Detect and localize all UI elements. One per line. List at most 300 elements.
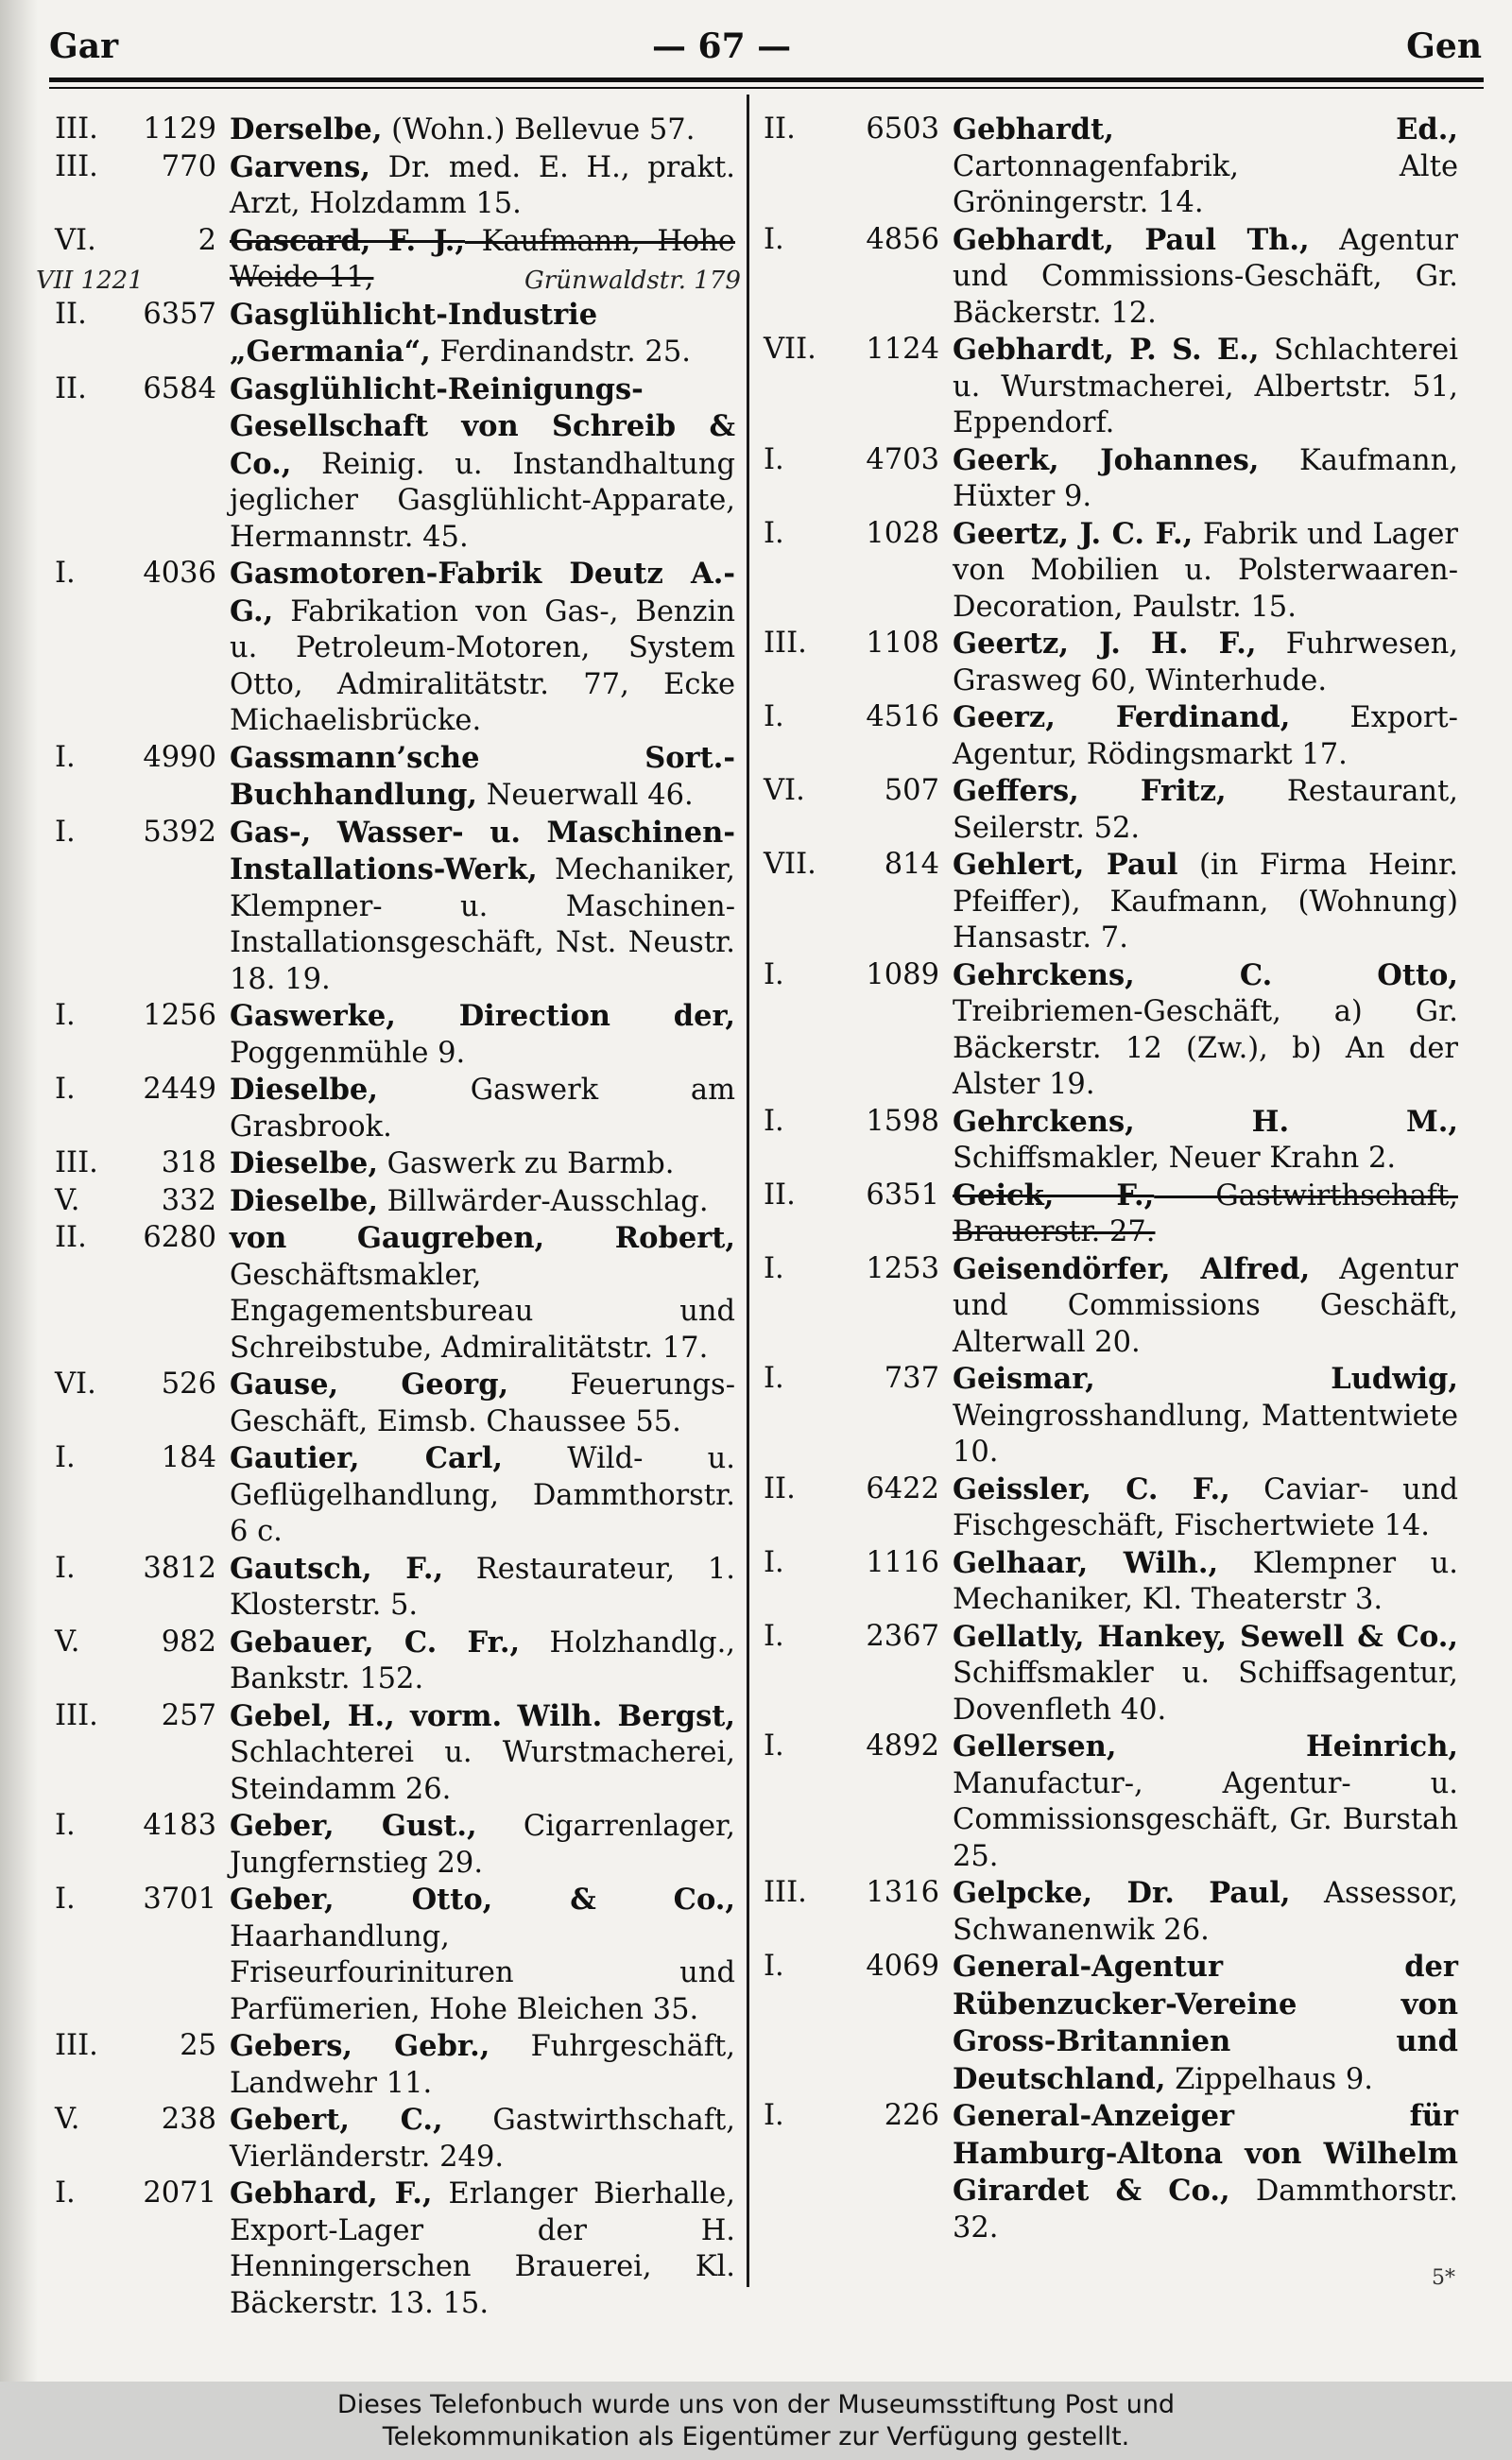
line-number: 507 <box>884 774 939 807</box>
line-number: 814 <box>884 848 939 881</box>
exchange-zone: VII. <box>764 333 816 366</box>
subscriber-name: Geerk, Johannes, <box>953 442 1260 477</box>
line-number: 1256 <box>143 999 216 1032</box>
phone-number <box>764 112 953 222</box>
header-right-keyword: Gen <box>1406 26 1482 66</box>
header-rule <box>49 77 1484 82</box>
subscriber-details: Ferdinandstr. 25. <box>430 335 691 369</box>
entry-text <box>953 957 1458 1104</box>
phone-number <box>764 699 953 773</box>
phone-number <box>764 773 953 847</box>
subscriber-details: Export-Agentur, Rödingsmarkt 17. <box>953 701 1458 771</box>
line-number: 1253 <box>866 1251 939 1285</box>
exchange-zone: III. <box>55 1146 98 1179</box>
phone-number <box>55 2176 230 2322</box>
line-number: 6584 <box>143 371 216 405</box>
entry-text <box>230 1220 735 1367</box>
subscriber-name: Gebel, H., vorm. Wilh. Bergst, <box>230 1698 735 1733</box>
line-number: 6503 <box>866 112 939 146</box>
entry-text <box>953 847 1458 957</box>
entry-text <box>230 1551 735 1625</box>
line-number: 4856 <box>866 222 939 256</box>
subscriber-details: Holzhandlg., Bankstr. 152. <box>230 1626 735 1695</box>
directory-entry <box>55 371 735 557</box>
subscriber-name: Geertz, J. H. F., <box>953 627 1257 661</box>
phone-number <box>55 1625 230 1698</box>
subscriber-name: Geber, Otto, & Co., <box>230 1883 735 1917</box>
line-number: 25 <box>180 2029 216 2062</box>
entry-text <box>953 1729 1458 1875</box>
subscriber-details: Fuhrgeschäft, Landwehr 11. <box>230 2030 735 2100</box>
subscriber-name: Gebhardt, Ed., <box>953 112 1458 146</box>
entry-text <box>953 516 1458 627</box>
line-number: 1129 <box>143 112 216 146</box>
line-number: 770 <box>161 149 216 183</box>
subscriber-details: Schlachterei u. Wurstmacherei, Albertstr. 51, Eppendorf. <box>953 334 1458 439</box>
phone-number <box>55 1183 230 1221</box>
subscriber-name: Gause, Georg, <box>230 1368 509 1402</box>
directory-entry <box>55 1367 735 1440</box>
line-number: 5392 <box>143 815 216 849</box>
exchange-zone: III. <box>55 112 98 146</box>
subscriber-name: Gasglühlicht-Industrie „Germania“, <box>230 297 598 369</box>
line-number: 4036 <box>143 557 216 590</box>
phone-number <box>55 112 230 149</box>
exchange-zone: I. <box>764 2099 784 2132</box>
subscriber-details: Dr. med. E. H., prakt. Arzt, Holzdamm 15. <box>230 150 735 220</box>
line-number: 1116 <box>866 1545 939 1579</box>
directory-entry <box>55 556 735 740</box>
subscriber-details: (in Firma Heinr. Pfeiffer), Kaufmann, (Wohnung) Hansastr. 7. <box>953 849 1458 955</box>
phone-number <box>764 626 953 699</box>
entry-text <box>230 2102 735 2176</box>
subscriber-name: Gasglühlicht-Reinigungs-Gesellschaft von Schreib & Co., <box>230 371 735 481</box>
line-number: 4516 <box>866 700 939 733</box>
phone-number <box>55 1220 230 1367</box>
subscriber-name: Gellatly, Hankey, Sewell & Co., <box>953 1619 1458 1654</box>
line-number: 4183 <box>143 1809 216 1842</box>
subscriber-details: Klempner u. Mechaniker, Kl. Theaterstr 3. <box>953 1546 1458 1616</box>
subscriber-details: Kaufmann, Hüxter 9. <box>953 443 1458 513</box>
line-number: 2 <box>198 223 216 257</box>
line-number: 6422 <box>866 1471 939 1505</box>
phone-number <box>764 1545 953 1619</box>
exchange-zone: II. <box>55 1221 87 1254</box>
phone-number <box>764 1619 953 1729</box>
exchange-zone: VI. <box>55 1368 96 1401</box>
subscriber-name: Geismar, Ludwig, <box>953 1362 1458 1396</box>
directory-entry <box>55 1072 735 1145</box>
subscriber-details: (Wohn.) Bellevue 57. <box>382 113 696 146</box>
directory-entry <box>764 1545 1458 1619</box>
subscriber-details: Fuhrwesen, Grasweg 60, Winterhude. <box>953 628 1459 697</box>
subscriber-name: Geisendörfer, Alfred, <box>953 1251 1311 1286</box>
exchange-zone: I. <box>764 1362 784 1395</box>
phone-number <box>55 998 230 1072</box>
entry-text <box>953 1178 1458 1251</box>
entry-text <box>953 699 1458 773</box>
phone-number <box>764 2098 953 2246</box>
line-number: 1028 <box>866 516 939 550</box>
phone-number <box>764 1949 953 2098</box>
entry-text <box>953 1361 1458 1471</box>
phone-number <box>55 1367 230 1440</box>
entry-text <box>230 1698 735 1809</box>
entry-text <box>953 626 1458 699</box>
entry-text <box>953 773 1458 847</box>
line-number: 982 <box>161 1625 216 1659</box>
exchange-zone: II. <box>55 371 87 405</box>
subscriber-name: Geerz, Ferdinand, <box>953 700 1291 734</box>
subscriber-details: Wild- u. Geflügelhandlung, Dammthorstr. 6 c. <box>230 1442 735 1548</box>
subscriber-name: Gelhaar, Wilh., <box>953 1545 1219 1580</box>
subscriber-details: Assessor, Schwanenwik 26. <box>953 1877 1458 1947</box>
subscriber-details: Erlanger Bierhalle, Export-Lager der H. Henningerschen Brauerei, Kl. Bäckerstr. 13. 15. <box>230 2177 735 2320</box>
exchange-zone: I. <box>55 2176 76 2210</box>
exchange-zone: V. <box>55 1183 80 1217</box>
subscriber-details: Neuerwall 46. <box>477 779 694 812</box>
page-mark: 5* <box>1432 2266 1455 2290</box>
subscriber-details: Fabrik und Lager von Mobilien u. Polsterwaaren-Decoration, Paulstr. 15. <box>953 517 1458 624</box>
line-number: 3812 <box>143 1551 216 1585</box>
directory-entry <box>55 740 735 815</box>
directory-entry <box>55 2176 735 2322</box>
phone-number <box>55 1072 230 1145</box>
exchange-zone: I. <box>55 1551 76 1585</box>
entry-text <box>230 556 735 740</box>
exchange-zone: II. <box>55 297 87 331</box>
subscriber-details: Schiffsmakler u. Schiffsagentur, Dovenfleth 40. <box>953 1657 1458 1727</box>
line-number: 332 <box>161 1183 216 1217</box>
subscriber-details: Geschäftsmakler, Engagementsbureau und Schreibstube, Admiralitätstr. 17. <box>230 1258 735 1365</box>
exchange-zone: I. <box>764 1545 784 1579</box>
line-number: 4703 <box>866 442 939 476</box>
phone-number <box>764 1729 953 1875</box>
directory-entry <box>764 1104 1458 1178</box>
line-number: 4069 <box>866 1950 939 1983</box>
line-number: 238 <box>161 2103 216 2136</box>
subscriber-name: Gelpcke, Dr. Paul, <box>953 1876 1291 1910</box>
phone-number <box>764 847 953 957</box>
footer-line-1: Dieses Telefonbuch wurde uns von der Museumsstiftung Post und <box>336 2390 1176 2419</box>
subscriber-details: Cartonnagenfabrik, Alte Gröningerstr. 14. <box>953 149 1458 219</box>
handwritten-note-left: VII 1221 <box>36 267 144 295</box>
directory-entry <box>764 1361 1458 1471</box>
line-number: 1124 <box>866 333 939 366</box>
right-column <box>764 112 1458 2246</box>
phone-number <box>764 1104 953 1178</box>
exchange-zone: III. <box>55 2029 98 2062</box>
directory-entry <box>55 1440 735 1551</box>
subscriber-name: Gebhard, F., <box>230 2176 433 2211</box>
subscriber-name: Gebhardt, Paul Th., <box>953 222 1310 257</box>
entry-text <box>230 1183 735 1221</box>
directory-entry <box>764 626 1458 699</box>
subscriber-name: Gautier, Carl, <box>230 1441 504 1475</box>
phone-number <box>764 957 953 1104</box>
subscriber-details: Poggenmühle 9. <box>230 1036 466 1070</box>
subscriber-name: Gehrckens, C. Otto, <box>953 957 1458 992</box>
subscriber-details: Zippelhaus 9. <box>1165 2062 1373 2096</box>
subscriber-name: Dieselbe, <box>230 1073 378 1107</box>
footer <box>0 2382 1512 2460</box>
subscriber-name: Geffers, Fritz, <box>953 774 1227 808</box>
phone-number <box>764 222 953 333</box>
exchange-zone: I. <box>55 815 76 849</box>
entry-text <box>953 2098 1458 2246</box>
phone-number <box>55 371 230 557</box>
directory-entry <box>764 1875 1458 1949</box>
subscriber-name: Gas-, Wasser- u. Maschinen-Installations-Werk, <box>230 815 735 886</box>
exchange-zone: III. <box>764 1876 807 1909</box>
directory-entry <box>55 2028 735 2102</box>
entry-text <box>230 1440 735 1551</box>
phone-number <box>55 1808 230 1882</box>
phone-number <box>55 1440 230 1551</box>
line-number: 1598 <box>866 1104 939 1138</box>
subscriber-details: Manufactur-, Agentur- u. Commissionsgeschäft, Gr. Burstah 25. <box>953 1766 1458 1873</box>
exchange-zone: VII. <box>764 848 816 881</box>
subscriber-name: Dieselbe, <box>230 1146 378 1180</box>
directory-entry <box>764 442 1458 516</box>
phone-number <box>764 516 953 627</box>
left-column <box>55 112 735 2322</box>
subscriber-details: Agentur und Commissions-Geschäft, Gr. Bäckerstr. 12. <box>953 223 1458 330</box>
exchange-zone: III. <box>764 627 807 660</box>
exchange-zone: I. <box>764 700 784 733</box>
directory-entry <box>764 1619 1458 1729</box>
directory-entry <box>764 2098 1458 2246</box>
directory-entry <box>764 957 1458 1104</box>
phone-number <box>764 1471 953 1545</box>
exchange-zone: II. <box>764 112 796 146</box>
exchange-zone: III. <box>55 149 98 183</box>
subscriber-name: Gasmotoren-Fabrik Deutz A.-G., <box>230 557 735 628</box>
subscriber-details: Kaufmann, Hohe Weide 11, <box>230 224 735 294</box>
entry-text <box>230 149 735 223</box>
subscriber-details: Mechaniker, Klempner- u. Maschinen-Installationsgeschäft, Nst. Neustr. 18. 19. <box>230 853 735 996</box>
subscriber-details: Schlachterei u. Wurstmacherei, Steindamm 26. <box>230 1736 735 1806</box>
exchange-zone: I. <box>764 1950 784 1983</box>
line-number: 318 <box>161 1146 216 1179</box>
phone-number <box>764 1251 953 1362</box>
line-number: 6280 <box>143 1221 216 1254</box>
exchange-zone: I. <box>764 222 784 256</box>
entry-text <box>953 1949 1458 2098</box>
exchange-zone: I. <box>55 999 76 1032</box>
line-number: 257 <box>161 1698 216 1732</box>
directory-entry <box>764 1251 1458 1362</box>
line-number: 226 <box>884 2099 939 2132</box>
entry-text <box>230 740 735 815</box>
line-number: 526 <box>161 1368 216 1401</box>
exchange-zone: I. <box>764 957 784 991</box>
line-number: 4892 <box>866 1729 939 1763</box>
entry-text <box>230 1808 735 1882</box>
subscriber-name: Gautsch, F., <box>230 1551 444 1586</box>
line-number: 2449 <box>143 1073 216 1106</box>
subscriber-name: Dieselbe, <box>230 1183 378 1218</box>
directory-entry <box>764 847 1458 957</box>
subscriber-name: Geber, Gust., <box>230 1809 477 1843</box>
directory-entry <box>55 1145 735 1183</box>
directory-entry <box>764 222 1458 333</box>
entry-text <box>230 2028 735 2102</box>
directory-entry <box>55 998 735 1072</box>
subscriber-details: Caviar- und Fischgeschäft, Fischertwiete 14. <box>953 1472 1458 1542</box>
phone-number <box>764 1178 953 1251</box>
entry-text <box>230 998 735 1072</box>
subscriber-details: Treibriemen-Geschäft, a) Gr. Bäckerstr. 12 (Zw.), b) An der Alster 19. <box>953 995 1458 1101</box>
directory-entry <box>55 112 735 149</box>
entry-text <box>230 2176 735 2322</box>
exchange-zone: I. <box>55 1073 76 1106</box>
subscriber-details: Gaswerk zu Barmb. <box>377 1147 675 1180</box>
subscriber-name: Gebhardt, P. S. E., <box>953 333 1260 367</box>
subscriber-name: Gebers, Gebr., <box>230 2029 490 2063</box>
subscriber-details: Gastwirthschaft, Vierländerstr. 249. <box>230 2104 735 2174</box>
subscriber-name: General-Agentur der Rübenzucker-Vereine von Gross-Britannien und Deutschland, <box>953 1950 1458 2096</box>
entry-text <box>953 222 1458 333</box>
subscriber-details: Weingrosshandlung, Mattentwiete 10. <box>953 1399 1458 1469</box>
page-header <box>0 0 1512 74</box>
directory-entry <box>55 1183 735 1221</box>
entry-text <box>953 332 1458 442</box>
subscriber-name: Garvens, <box>230 149 370 184</box>
subscriber-details: Gastwirthschaft, Brauerstr. 27. <box>953 1178 1458 1248</box>
directory-entry <box>55 149 735 223</box>
subscriber-name: Gehlert, Paul <box>953 848 1178 882</box>
exchange-zone: I. <box>764 442 784 476</box>
phone-number <box>55 2028 230 2102</box>
line-number: 6357 <box>143 297 216 331</box>
phone-number <box>764 1875 953 1949</box>
exchange-zone: I. <box>764 1104 784 1138</box>
directory-entry <box>764 516 1458 627</box>
subscriber-name: Geertz, J. C. F., <box>953 516 1194 551</box>
subscriber-details: Agentur und Commissions Geschäft, Alterwall 20. <box>953 1252 1459 1359</box>
footer-line-2: Telekommunikation als Eigentümer zur Verfügung gestellt. <box>382 2422 1130 2451</box>
exchange-zone: I. <box>55 1883 76 1916</box>
exchange-zone: I. <box>764 1729 784 1763</box>
header-rule-thin <box>49 87 1484 89</box>
entry-text <box>953 442 1458 516</box>
entry-text <box>953 1875 1458 1949</box>
directory-entry <box>55 297 735 371</box>
directory-entry <box>764 773 1458 847</box>
subscriber-details: Gaswerk am Grasbrook. <box>230 1074 735 1144</box>
subscriber-details: Fabrikation von Gas-, Benzin u. Petroleum-Motoren, System Otto, Admiralitätstr. 77, Ecke Michaelisbrücke. <box>230 594 735 737</box>
line-number: 4990 <box>143 740 216 774</box>
exchange-zone: I. <box>55 740 76 774</box>
exchange-zone: I. <box>55 557 76 590</box>
exchange-zone: II. <box>764 1178 796 1212</box>
exchange-zone: I. <box>764 516 784 550</box>
exchange-zone: VI. <box>55 223 96 257</box>
phone-number <box>764 442 953 516</box>
subscriber-details: Restaurant, Seilerstr. 52. <box>953 775 1458 845</box>
phone-number <box>55 1698 230 1809</box>
line-number: 2071 <box>143 2176 216 2210</box>
subscriber-details: Feuerungs-Geschäft, Eimsb. Chaussee 55. <box>230 1368 736 1438</box>
line-number: 2367 <box>866 1619 939 1653</box>
subscriber-details: Haarhandlung, Friseurfourinituren und Parfümerien, Hohe Bleichen 35. <box>230 1919 735 2026</box>
exchange-zone: II. <box>764 1471 796 1505</box>
subscriber-name: von Gaugreben, Robert, <box>230 1221 735 1255</box>
line-number: 1108 <box>866 627 939 660</box>
column-divider <box>747 95 749 2287</box>
subscriber-name: Geick, F., <box>953 1178 1155 1213</box>
directory-entry <box>55 1220 735 1367</box>
subscriber-name: Gaswerke, Direction der, <box>230 999 735 1033</box>
directory-entry <box>55 1698 735 1809</box>
header-left-keyword: Gar <box>49 26 119 66</box>
subscriber-name: Gassmann’sche Sort.-Buchhandlung, <box>230 740 735 812</box>
phone-number <box>764 332 953 442</box>
phone-number <box>55 1882 230 2028</box>
directory-entry <box>55 1808 735 1882</box>
entry-text <box>230 1367 735 1440</box>
handwritten-note-right: Grünwaldstr. 179 <box>524 267 741 295</box>
directory-entry <box>55 1551 735 1625</box>
entry-text <box>230 297 735 371</box>
exchange-zone: I. <box>764 1251 784 1285</box>
page-edge-shadow <box>0 0 38 2382</box>
subscriber-details: Reinig. u. Instandhaltung jeglicher Gasglühlicht-Apparate, Hermannstr. 45. <box>230 447 735 554</box>
entry-text <box>953 1104 1458 1178</box>
directory-entry <box>55 1882 735 2028</box>
entry-text <box>230 112 735 149</box>
subscriber-details: Billwärder-Ausschlag. <box>377 1184 709 1218</box>
entry-text <box>953 112 1458 222</box>
subscriber-name: Derselbe, <box>230 112 383 146</box>
phone-number <box>55 1551 230 1625</box>
exchange-zone: I. <box>55 1809 76 1842</box>
entry-text <box>230 815 735 999</box>
directory-entry <box>764 1178 1458 1251</box>
exchange-zone: I. <box>55 1441 76 1474</box>
entry-text <box>230 1625 735 1698</box>
subscriber-name: Geissler, C. F., <box>953 1471 1230 1506</box>
phone-number <box>55 556 230 740</box>
line-number: 6351 <box>866 1178 939 1212</box>
directory-entry <box>764 1471 1458 1545</box>
subscriber-details: Dammthorstr. 32. <box>953 2175 1458 2245</box>
exchange-zone: I. <box>764 1619 784 1653</box>
entry-text <box>230 1145 735 1183</box>
entry-text <box>230 1072 735 1145</box>
subscriber-details: Cigarrenlager, Jungfernstieg 29. <box>230 1810 735 1880</box>
subscriber-name: Gehrckens, H. M., <box>953 1104 1458 1139</box>
line-number: 1089 <box>866 957 939 991</box>
line-number: 737 <box>884 1362 939 1395</box>
entry-text <box>230 371 735 557</box>
exchange-zone: III. <box>55 1698 98 1732</box>
directory-entry <box>55 2102 735 2176</box>
exchange-zone: V. <box>55 1625 80 1659</box>
phone-number <box>55 1145 230 1183</box>
directory-entry <box>764 112 1458 222</box>
subscriber-details: Restaurateur, 1. Klosterstr. 5. <box>230 1552 735 1622</box>
entry-text <box>953 1471 1458 1545</box>
directory-entry <box>764 1729 1458 1875</box>
directory-entry <box>55 1625 735 1698</box>
phone-number <box>55 815 230 999</box>
directory-entry <box>764 699 1458 773</box>
phone-number <box>764 1361 953 1471</box>
line-number: 1316 <box>866 1876 939 1909</box>
header-page-number: — 67 — <box>652 26 792 66</box>
